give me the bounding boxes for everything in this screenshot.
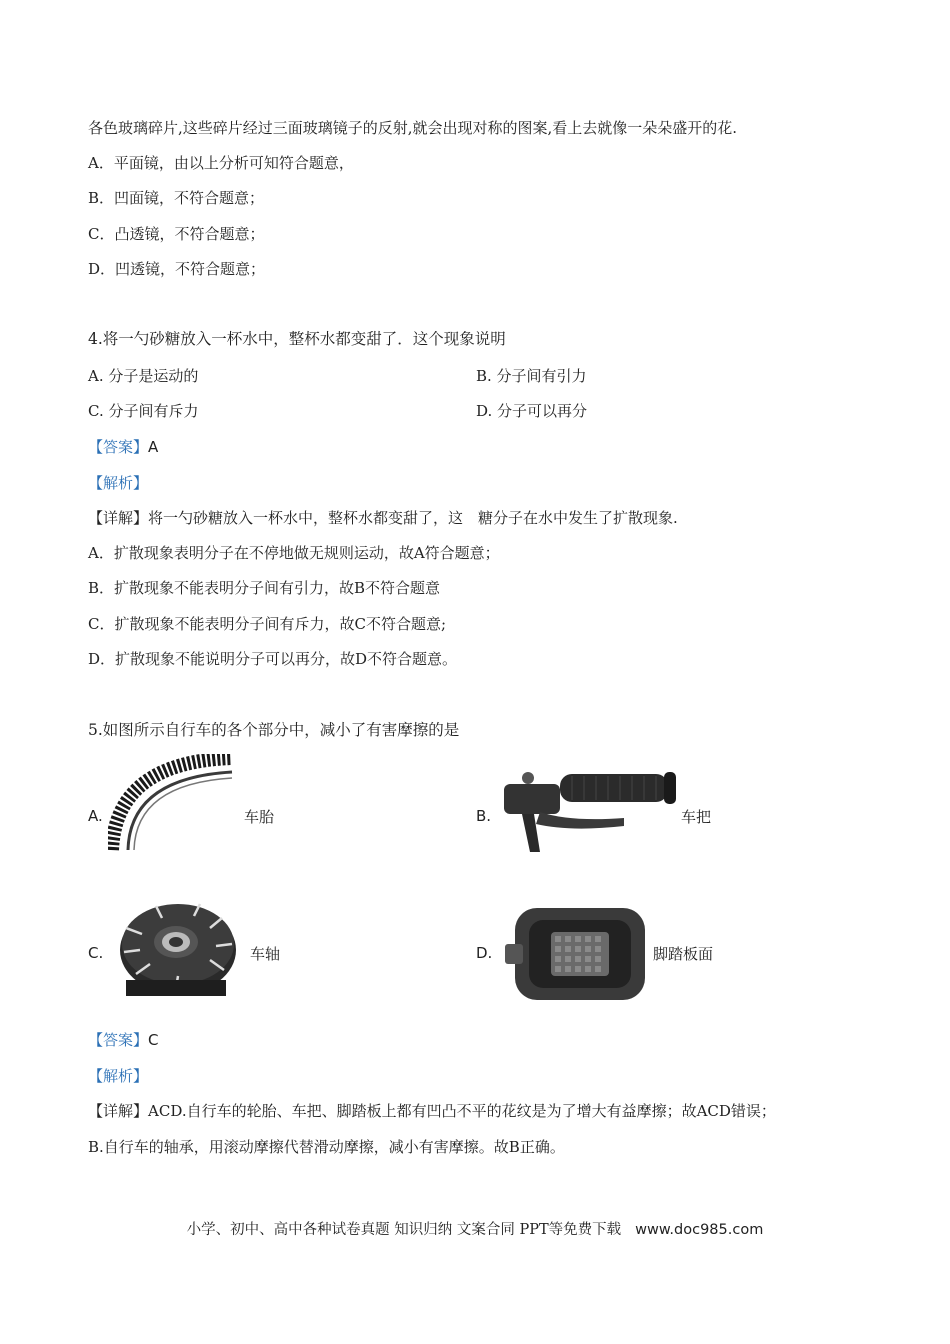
q5-option-b-caption: 车把 [681, 808, 712, 826]
answer-tag: 【答案】 [88, 1031, 149, 1049]
q4-option-a: A. 分子是运动的 [88, 367, 199, 385]
q5-option-c-letter: C. [88, 944, 104, 962]
option-explanation-b: B．凹面镜，不符合题意； [88, 189, 265, 207]
q4-explanation-c: C．扩散现象不能表明分子间有斥力，故C不符合题意; [88, 615, 447, 633]
q4-explanation-d: D．扩散现象不能说明分子可以再分，故D不符合题意。 [88, 650, 458, 668]
pedal-image [505, 904, 649, 1004]
answer-value: A [148, 438, 159, 456]
q4-option-b: B. 分子间有引力 [476, 367, 587, 385]
axle-image [116, 888, 246, 998]
q4-option-c: C. 分子间有斥力 [88, 402, 199, 420]
q5-option-d-caption: 脚踏板面 [653, 945, 714, 963]
option-explanation-c: C．凸透镜，不符合题意； [88, 225, 265, 243]
q5-analysis-tag: 【解析】 [88, 1067, 149, 1085]
q5-option-a-letter: A. [88, 807, 103, 825]
option-explanation-d: D．凹透镜，不符合题意； [88, 260, 266, 278]
handlebar-image [500, 766, 680, 854]
paragraph-line: 各色玻璃碎片,这些碎片经过三面玻璃镜子的反射,就会出现对称的图案,看上去就像一朵朵盛开的花. [88, 119, 738, 137]
q5-option-a-caption: 车胎 [244, 808, 275, 826]
footer-link[interactable]: www.doc985.com [635, 1222, 764, 1238]
detail-tag: 【详解】 [88, 1102, 149, 1120]
q5-option-b-letter: B. [476, 807, 492, 825]
q4-analysis-tag: 【解析】 [88, 474, 149, 492]
option-explanation-a: A．平面镜，由以上分析可知符合题意， [88, 154, 354, 172]
q4-answer [88, 437, 158, 457]
tire-image [108, 754, 236, 852]
q5-detail-1 [88, 1101, 776, 1121]
q4-detail [88, 508, 678, 528]
footer-text: 小学、初中、高中各种试卷真题 知识归纳 文案合同 PPT等免费下载 [186, 1222, 622, 1238]
answer-tag: 【答案】 [88, 438, 149, 456]
question-5-stem: 5.如图所示自行车的各个部分中，减小了有害摩擦的是 [88, 721, 460, 739]
detail-text: 将一勺砂糖放入一杯水中，整杯水都变甜了，这 糖分子在水中发生了扩散现象. [148, 509, 678, 527]
detail-text: ACD.自行车的轮胎、车把、脚踏板上都有凹凸不平的花纹是为了增大有益摩擦；故ACD错误； [148, 1102, 776, 1120]
q4-explanation-a: A．扩散现象表明分子在不停地做无规则运动，故A符合题意； [88, 544, 500, 562]
q5-option-c-caption: 车轴 [250, 945, 281, 963]
answer-value: C [148, 1031, 159, 1049]
q5-answer [88, 1030, 159, 1050]
q5-detail-2: B.自行车的轴承，用滚动摩擦代替滑动摩擦，减小有害摩擦。故B正确。 [88, 1138, 565, 1156]
question-4-stem: 4.将一勺砂糖放入一杯水中，整杯水都变甜了．这个现象说明 [88, 330, 506, 348]
q4-option-d: D. 分子可以再分 [476, 402, 588, 420]
q4-explanation-b: B．扩散现象不能表明分子间有引力，故B不符合题意 [88, 579, 441, 597]
detail-tag: 【详解】 [88, 509, 149, 527]
q5-option-d-letter: D. [476, 944, 493, 962]
page-footer [0, 1218, 950, 1239]
